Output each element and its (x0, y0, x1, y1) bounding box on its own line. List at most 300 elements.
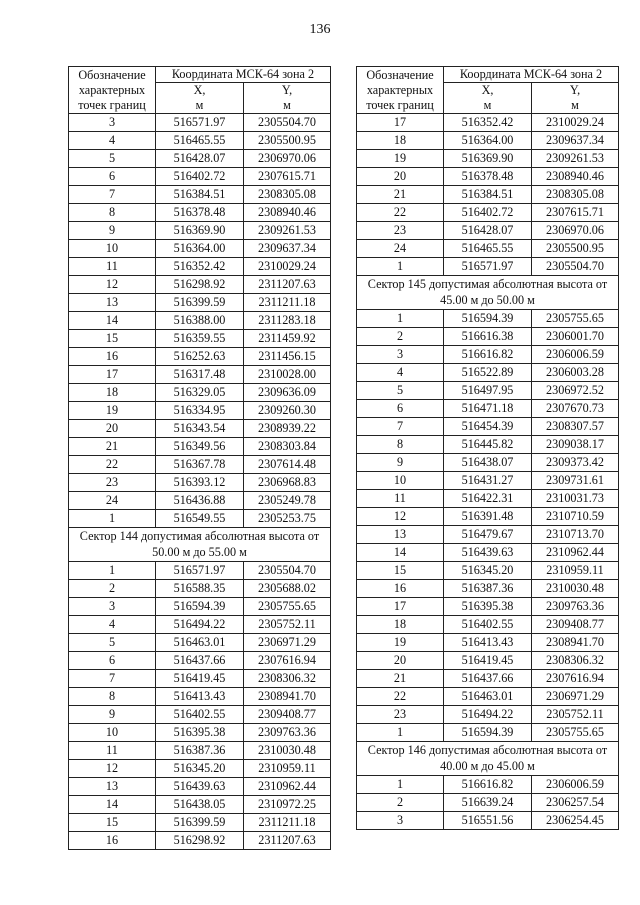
point-number-cell: 11 (69, 258, 156, 276)
x-coordinate-cell: 516349.56 (156, 438, 244, 456)
x-coordinate-cell: 516549.55 (156, 510, 244, 528)
point-number-cell: 13 (357, 526, 444, 544)
x-coordinate-cell: 516419.45 (444, 652, 532, 670)
x-coordinate-cell: 516437.66 (444, 670, 532, 688)
table-row (357, 222, 619, 240)
sector-title: Сектор 145 допустимая абсолютная высота от 45.00 м до 50.00 м (357, 276, 619, 310)
table-row (357, 670, 619, 688)
x-coordinate-cell: 516588.35 (156, 580, 244, 598)
y-coordinate-cell: 2311459.92 (244, 330, 331, 348)
y-coordinate-cell: 2305504.70 (244, 562, 331, 580)
table-row (69, 562, 331, 580)
table-row (69, 688, 331, 706)
y-coordinate-cell: 2310030.48 (532, 580, 619, 598)
point-number-cell: 9 (357, 454, 444, 472)
point-number-cell: 12 (69, 276, 156, 294)
x-coordinate-cell: 516402.55 (444, 616, 532, 634)
point-number-cell: 8 (69, 688, 156, 706)
x-coordinate-cell: 516352.42 (444, 114, 532, 132)
point-number-cell: 5 (357, 382, 444, 400)
x-coordinate-cell: 516616.38 (444, 328, 532, 346)
y-coordinate-cell: 2308939.22 (244, 420, 331, 438)
table-row (69, 402, 331, 420)
header-coordinate-title: Координата МСК-64 зона 2 (156, 67, 331, 83)
x-coordinate-cell: 516395.38 (156, 724, 244, 742)
x-coordinate-cell: 516395.38 (444, 598, 532, 616)
point-number-cell: 13 (69, 294, 156, 312)
point-number-cell: 8 (69, 204, 156, 222)
x-coordinate-cell: 516494.22 (444, 706, 532, 724)
y-coordinate-cell: 2306254.45 (532, 812, 619, 830)
table-row (357, 794, 619, 812)
table-row (357, 616, 619, 634)
point-number-cell: 2 (357, 328, 444, 346)
x-coordinate-cell: 516399.59 (156, 294, 244, 312)
table-row (69, 616, 331, 634)
y-coordinate-cell: 2311456.15 (244, 348, 331, 366)
y-coordinate-cell: 2310028.00 (244, 366, 331, 384)
x-coordinate-cell: 516378.48 (444, 168, 532, 186)
x-coordinate-cell: 516378.48 (156, 204, 244, 222)
x-coordinate-cell: 516616.82 (444, 776, 532, 794)
table-row (69, 778, 331, 796)
table-row (357, 240, 619, 258)
y-coordinate-cell: 2307615.71 (532, 204, 619, 222)
table-row (69, 294, 331, 312)
x-coordinate-cell: 516471.18 (444, 400, 532, 418)
x-coordinate-cell: 516364.00 (444, 132, 532, 150)
table-row (69, 474, 331, 492)
x-coordinate-cell: 516345.20 (156, 760, 244, 778)
sector-header-row (357, 276, 619, 310)
point-number-cell: 5 (69, 150, 156, 168)
point-number-cell: 9 (69, 706, 156, 724)
x-coordinate-cell: 516594.39 (444, 724, 532, 742)
x-coordinate-cell: 516343.54 (156, 420, 244, 438)
table-row (69, 384, 331, 402)
table-row (69, 240, 331, 258)
point-number-cell: 9 (69, 222, 156, 240)
table-row (69, 724, 331, 742)
x-coordinate-cell: 516437.66 (156, 652, 244, 670)
point-number-cell: 22 (69, 456, 156, 474)
x-coordinate-cell: 516438.05 (156, 796, 244, 814)
x-coordinate-cell: 516334.95 (156, 402, 244, 420)
point-number-cell: 7 (69, 186, 156, 204)
table-row (69, 168, 331, 186)
header-y: Y, м (532, 83, 619, 114)
table-row (357, 598, 619, 616)
table-row (69, 366, 331, 384)
table-row (69, 132, 331, 150)
table-row (357, 346, 619, 364)
point-number-cell: 1 (357, 776, 444, 794)
y-coordinate-cell: 2311211.18 (244, 814, 331, 832)
point-number-cell: 18 (357, 616, 444, 634)
y-coordinate-cell: 2309261.53 (532, 150, 619, 168)
point-number-cell: 10 (357, 472, 444, 490)
coordinates-table-right (356, 66, 619, 830)
table-row (69, 670, 331, 688)
x-coordinate-cell: 516422.31 (444, 490, 532, 508)
table-row (69, 814, 331, 832)
header-point-designation: Обозначение характерных точек границ (69, 67, 156, 114)
x-coordinate-cell: 516399.59 (156, 814, 244, 832)
x-coordinate-cell: 516428.07 (156, 150, 244, 168)
y-coordinate-cell: 2308306.32 (244, 670, 331, 688)
point-number-cell: 5 (69, 634, 156, 652)
table-row (357, 508, 619, 526)
point-number-cell: 17 (357, 114, 444, 132)
x-coordinate-cell: 516298.92 (156, 832, 244, 850)
table-row (357, 544, 619, 562)
x-coordinate-cell: 516384.51 (156, 186, 244, 204)
point-number-cell: 17 (69, 366, 156, 384)
point-number-cell: 3 (357, 346, 444, 364)
x-coordinate-cell: 516594.39 (444, 310, 532, 328)
x-coordinate-cell: 516551.56 (444, 812, 532, 830)
point-number-cell: 21 (357, 186, 444, 204)
point-number-cell: 2 (357, 794, 444, 812)
y-coordinate-cell: 2305504.70 (532, 258, 619, 276)
y-coordinate-cell: 2309408.77 (532, 616, 619, 634)
x-coordinate-cell: 516252.63 (156, 348, 244, 366)
point-number-cell: 6 (69, 168, 156, 186)
y-coordinate-cell: 2308303.84 (244, 438, 331, 456)
y-coordinate-cell: 2309636.09 (244, 384, 331, 402)
table-row (357, 418, 619, 436)
sector-header-row (357, 742, 619, 776)
header-point-designation: Обозначение характерных точек границ (357, 67, 444, 114)
table-row (69, 258, 331, 276)
y-coordinate-cell: 2305253.75 (244, 510, 331, 528)
table-row (357, 688, 619, 706)
point-number-cell: 20 (357, 652, 444, 670)
point-number-cell: 16 (69, 832, 156, 850)
sector-header-row (69, 528, 331, 562)
point-number-cell: 11 (357, 490, 444, 508)
table-row (357, 634, 619, 652)
y-coordinate-cell: 2306971.29 (244, 634, 331, 652)
x-coordinate-cell: 516494.22 (156, 616, 244, 634)
y-coordinate-cell: 2306972.52 (532, 382, 619, 400)
table-row (357, 204, 619, 222)
x-coordinate-cell: 516367.78 (156, 456, 244, 474)
table-row (357, 364, 619, 382)
y-coordinate-cell: 2305504.70 (244, 114, 331, 132)
table-row (69, 114, 331, 132)
x-coordinate-cell: 516369.90 (444, 150, 532, 168)
table-row (69, 492, 331, 510)
table-row (357, 490, 619, 508)
y-coordinate-cell: 2305752.11 (244, 616, 331, 634)
x-coordinate-cell: 516463.01 (156, 634, 244, 652)
point-number-cell: 20 (69, 420, 156, 438)
x-coordinate-cell: 516402.72 (444, 204, 532, 222)
y-coordinate-cell: 2311207.63 (244, 832, 331, 850)
y-coordinate-cell: 2306001.70 (532, 328, 619, 346)
x-coordinate-cell: 516436.88 (156, 492, 244, 510)
table-row (69, 276, 331, 294)
table-row (357, 114, 619, 132)
page-number: 136 (309, 22, 331, 37)
x-coordinate-cell: 516431.27 (444, 472, 532, 490)
y-coordinate-cell: 2309763.36 (244, 724, 331, 742)
point-number-cell: 14 (69, 796, 156, 814)
table-row (357, 526, 619, 544)
table-row (69, 420, 331, 438)
point-number-cell: 12 (357, 508, 444, 526)
table-row (69, 652, 331, 670)
table-row (357, 724, 619, 742)
table-row (69, 438, 331, 456)
point-number-cell: 23 (69, 474, 156, 492)
point-number-cell: 10 (69, 724, 156, 742)
y-coordinate-cell: 2311283.18 (244, 312, 331, 330)
point-number-cell: 12 (69, 760, 156, 778)
y-coordinate-cell: 2308305.08 (532, 186, 619, 204)
y-coordinate-cell: 2309408.77 (244, 706, 331, 724)
table-row (357, 436, 619, 454)
point-number-cell: 10 (69, 240, 156, 258)
point-number-cell: 16 (357, 580, 444, 598)
table-row (69, 222, 331, 240)
y-coordinate-cell: 2305755.65 (532, 724, 619, 742)
y-coordinate-cell: 2306970.06 (532, 222, 619, 240)
table-row (357, 812, 619, 830)
x-coordinate-cell: 516522.89 (444, 364, 532, 382)
table-row (357, 706, 619, 724)
point-number-cell: 1 (357, 258, 444, 276)
point-number-cell: 6 (357, 400, 444, 418)
x-coordinate-cell: 516463.01 (444, 688, 532, 706)
y-coordinate-cell: 2310959.11 (532, 562, 619, 580)
x-coordinate-cell: 516384.51 (444, 186, 532, 204)
y-coordinate-cell: 2310029.24 (532, 114, 619, 132)
point-number-cell: 2 (69, 580, 156, 598)
coordinates-table-left (68, 66, 331, 850)
y-coordinate-cell: 2308306.32 (532, 652, 619, 670)
table-row (357, 258, 619, 276)
y-coordinate-cell: 2310030.48 (244, 742, 331, 760)
point-number-cell: 7 (357, 418, 444, 436)
table-row (357, 562, 619, 580)
x-coordinate-cell: 516413.43 (444, 634, 532, 652)
point-number-cell: 14 (357, 544, 444, 562)
y-coordinate-cell: 2305249.78 (244, 492, 331, 510)
y-coordinate-cell: 2308941.70 (532, 634, 619, 652)
x-coordinate-cell: 516359.55 (156, 330, 244, 348)
table-row (69, 760, 331, 778)
y-coordinate-cell: 2308940.46 (244, 204, 331, 222)
header-x: X, м (156, 83, 244, 114)
table-row (357, 400, 619, 418)
y-coordinate-cell: 2309038.17 (532, 436, 619, 454)
y-coordinate-cell: 2306006.59 (532, 346, 619, 364)
table-row (69, 312, 331, 330)
y-coordinate-cell: 2311211.18 (244, 294, 331, 312)
x-coordinate-cell: 516402.72 (156, 168, 244, 186)
sector-title: Сектор 144 допустимая абсолютная высота от 50.00 м до 55.00 м (69, 528, 331, 562)
y-coordinate-cell: 2310962.44 (244, 778, 331, 796)
point-number-cell: 6 (69, 652, 156, 670)
table-row (69, 186, 331, 204)
point-number-cell: 24 (357, 240, 444, 258)
y-coordinate-cell: 2309637.34 (532, 132, 619, 150)
y-coordinate-cell: 2306257.54 (532, 794, 619, 812)
table-row (69, 150, 331, 168)
point-number-cell: 3 (357, 812, 444, 830)
y-coordinate-cell: 2309260.30 (244, 402, 331, 420)
table-row (69, 580, 331, 598)
y-coordinate-cell: 2310959.11 (244, 760, 331, 778)
point-number-cell: 4 (357, 364, 444, 382)
table-row (357, 472, 619, 490)
table-row (69, 510, 331, 528)
y-coordinate-cell: 2309637.34 (244, 240, 331, 258)
y-coordinate-cell: 2306970.06 (244, 150, 331, 168)
table-row (357, 580, 619, 598)
y-coordinate-cell: 2308305.08 (244, 186, 331, 204)
point-number-cell: 3 (69, 114, 156, 132)
x-coordinate-cell: 516639.24 (444, 794, 532, 812)
y-coordinate-cell: 2305500.95 (532, 240, 619, 258)
y-coordinate-cell: 2310972.25 (244, 796, 331, 814)
x-coordinate-cell: 516388.00 (156, 312, 244, 330)
x-coordinate-cell: 516594.39 (156, 598, 244, 616)
point-number-cell: 22 (357, 688, 444, 706)
point-number-cell: 21 (357, 670, 444, 688)
x-coordinate-cell: 516387.36 (444, 580, 532, 598)
x-coordinate-cell: 516465.55 (156, 132, 244, 150)
table-row (357, 150, 619, 168)
y-coordinate-cell: 2307614.48 (244, 456, 331, 474)
y-coordinate-cell: 2310031.73 (532, 490, 619, 508)
table-row (357, 328, 619, 346)
x-coordinate-cell: 516571.97 (156, 114, 244, 132)
y-coordinate-cell: 2307670.73 (532, 400, 619, 418)
y-coordinate-cell: 2306006.59 (532, 776, 619, 794)
y-coordinate-cell: 2307616.94 (244, 652, 331, 670)
x-coordinate-cell: 516391.48 (444, 508, 532, 526)
x-coordinate-cell: 516298.92 (156, 276, 244, 294)
point-number-cell: 23 (357, 222, 444, 240)
x-coordinate-cell: 516329.05 (156, 384, 244, 402)
y-coordinate-cell: 2309763.36 (532, 598, 619, 616)
x-coordinate-cell: 516393.12 (156, 474, 244, 492)
table-row (69, 204, 331, 222)
point-number-cell: 15 (357, 562, 444, 580)
y-coordinate-cell: 2309373.42 (532, 454, 619, 472)
x-coordinate-cell: 516439.63 (156, 778, 244, 796)
x-coordinate-cell: 516428.07 (444, 222, 532, 240)
point-number-cell: 4 (69, 132, 156, 150)
x-coordinate-cell: 516465.55 (444, 240, 532, 258)
sector-title: Сектор 146 допустимая абсолютная высота от 40.00 м до 45.00 м (357, 742, 619, 776)
header-y: Y, м (244, 83, 331, 114)
y-coordinate-cell: 2310029.24 (244, 258, 331, 276)
x-coordinate-cell: 516352.42 (156, 258, 244, 276)
point-number-cell: 20 (357, 168, 444, 186)
point-number-cell: 15 (69, 814, 156, 832)
y-coordinate-cell: 2310962.44 (532, 544, 619, 562)
x-coordinate-cell: 516497.95 (444, 382, 532, 400)
x-coordinate-cell: 516454.39 (444, 418, 532, 436)
x-coordinate-cell: 516413.43 (156, 688, 244, 706)
y-coordinate-cell: 2307615.71 (244, 168, 331, 186)
y-coordinate-cell: 2308940.46 (532, 168, 619, 186)
table-row (357, 132, 619, 150)
point-number-cell: 16 (69, 348, 156, 366)
point-number-cell: 19 (357, 634, 444, 652)
y-coordinate-cell: 2306971.29 (532, 688, 619, 706)
y-coordinate-cell: 2305755.65 (532, 310, 619, 328)
point-number-cell: 24 (69, 492, 156, 510)
y-coordinate-cell: 2309261.53 (244, 222, 331, 240)
x-coordinate-cell: 516345.20 (444, 562, 532, 580)
point-number-cell: 1 (357, 724, 444, 742)
x-coordinate-cell: 516387.36 (156, 742, 244, 760)
point-number-cell: 22 (357, 204, 444, 222)
x-coordinate-cell: 516445.82 (444, 436, 532, 454)
x-coordinate-cell: 516438.07 (444, 454, 532, 472)
y-coordinate-cell: 2305688.02 (244, 580, 331, 598)
point-number-cell: 17 (357, 598, 444, 616)
table-row (69, 832, 331, 850)
y-coordinate-cell: 2306003.28 (532, 364, 619, 382)
table-row (69, 796, 331, 814)
point-number-cell: 7 (69, 670, 156, 688)
table-row (357, 168, 619, 186)
table-row (69, 634, 331, 652)
point-number-cell: 11 (69, 742, 156, 760)
x-coordinate-cell: 516571.97 (444, 258, 532, 276)
table-row (69, 598, 331, 616)
table-row (357, 382, 619, 400)
point-number-cell: 3 (69, 598, 156, 616)
point-number-cell: 19 (69, 402, 156, 420)
y-coordinate-cell: 2310710.59 (532, 508, 619, 526)
table-row (357, 652, 619, 670)
y-coordinate-cell: 2305500.95 (244, 132, 331, 150)
header-x: X, м (444, 83, 532, 114)
y-coordinate-cell: 2305755.65 (244, 598, 331, 616)
x-coordinate-cell: 516317.48 (156, 366, 244, 384)
point-number-cell: 14 (69, 312, 156, 330)
table-row (69, 330, 331, 348)
x-coordinate-cell: 516479.67 (444, 526, 532, 544)
point-number-cell: 1 (69, 562, 156, 580)
table-row (69, 348, 331, 366)
y-coordinate-cell: 2311207.63 (244, 276, 331, 294)
point-number-cell: 18 (357, 132, 444, 150)
point-number-cell: 15 (69, 330, 156, 348)
y-coordinate-cell: 2307616.94 (532, 670, 619, 688)
table-row (69, 456, 331, 474)
point-number-cell: 21 (69, 438, 156, 456)
y-coordinate-cell: 2310713.70 (532, 526, 619, 544)
table-row (357, 186, 619, 204)
point-number-cell: 18 (69, 384, 156, 402)
point-number-cell: 8 (357, 436, 444, 454)
x-coordinate-cell: 516369.90 (156, 222, 244, 240)
x-coordinate-cell: 516364.00 (156, 240, 244, 258)
table-row (69, 706, 331, 724)
y-coordinate-cell: 2308941.70 (244, 688, 331, 706)
y-coordinate-cell: 2308307.57 (532, 418, 619, 436)
point-number-cell: 4 (69, 616, 156, 634)
point-number-cell: 1 (69, 510, 156, 528)
